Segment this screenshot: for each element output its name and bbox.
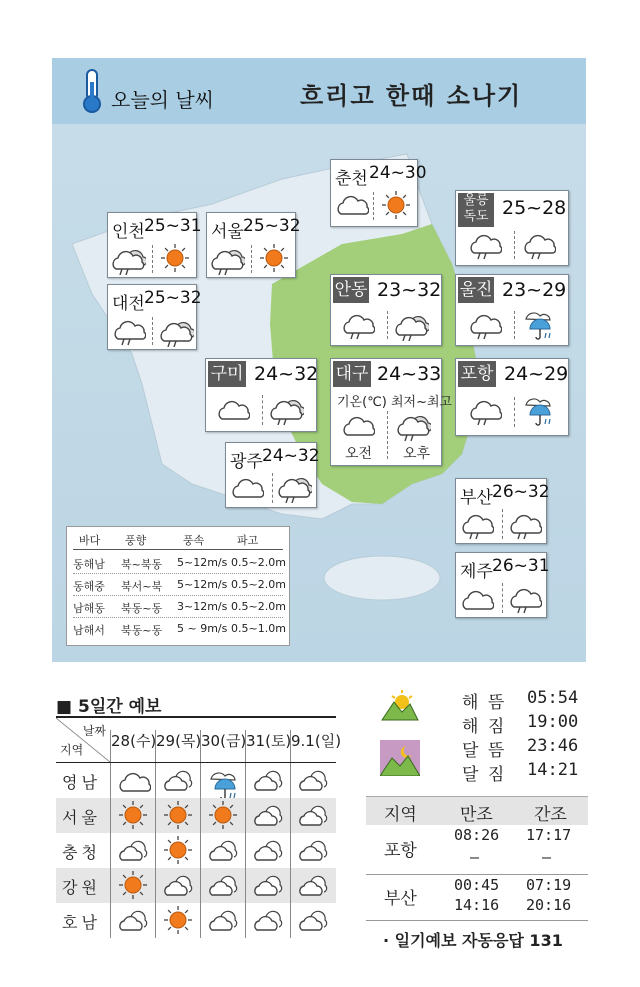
city-temp: 25~32 xyxy=(243,216,301,236)
moonset-label: 달 짐 xyxy=(462,765,507,785)
partly-cloudy-icon xyxy=(297,909,329,933)
tide-low: – xyxy=(542,848,552,866)
forecast-day-header: 28(수) xyxy=(110,730,156,762)
sea-header-row xyxy=(73,529,283,550)
cloud-rain-sun-icon xyxy=(211,245,245,275)
tide-header: 지역 xyxy=(384,805,417,825)
city-temp: 23~29 xyxy=(502,279,567,301)
sea-row xyxy=(73,597,286,618)
sea-cell: 5~12m/s xyxy=(177,578,228,591)
sun-icon xyxy=(163,835,193,865)
city-name: 인천 xyxy=(112,222,145,242)
city-temp: 26~32 xyxy=(492,482,550,502)
sea-cell: 동해남 xyxy=(73,558,105,571)
city-box-daejeon xyxy=(107,284,202,350)
cloud-rain-icon xyxy=(468,397,502,427)
header-left-title: 오늘의 날씨 xyxy=(111,88,214,112)
city-temp: 25~28 xyxy=(502,197,567,219)
tide-high: 00:45 xyxy=(454,876,500,894)
sea-conditions-table xyxy=(66,526,290,646)
sea-cell: 남해서 xyxy=(73,624,105,637)
partly-cloudy-icon xyxy=(162,874,194,898)
cloud-rain-icon xyxy=(508,585,542,615)
moonrise-icon xyxy=(380,740,420,780)
tide-low: 17:17 xyxy=(526,826,572,844)
cloudy-icon xyxy=(341,413,375,439)
forecast-region: 충청 xyxy=(62,843,101,862)
city-temp: 24~32 xyxy=(254,363,319,385)
tide-row-pohang xyxy=(366,824,588,875)
city-box-seoul xyxy=(206,212,301,278)
sea-row xyxy=(73,553,286,574)
partly-cloudy-icon xyxy=(252,874,284,898)
city-box-uljin xyxy=(455,274,569,346)
rain-umbrella-icon xyxy=(207,769,239,801)
partly-cloudy-icon xyxy=(207,839,239,863)
tide-high: 14:16 xyxy=(454,896,500,914)
partly-cloudy-icon xyxy=(297,769,329,793)
sun-icon xyxy=(163,905,193,935)
tide-header-row xyxy=(366,796,588,825)
sea-header: 풍속 xyxy=(183,534,205,547)
sea-cell: 0.5~2.0m xyxy=(231,578,286,591)
sunrise-time: 05:54 xyxy=(527,688,579,708)
temp-legend: 기온(℃) 최저~최고 xyxy=(337,395,453,410)
partly-cloudy-icon xyxy=(117,909,149,933)
sea-cell: 0.5~1.0m xyxy=(231,622,286,635)
city-name: 제주 xyxy=(460,562,493,582)
cloud-rain-icon xyxy=(112,317,146,347)
tide-low: 20:16 xyxy=(526,896,572,914)
partly-cloudy-icon xyxy=(117,839,149,863)
city-tag: 울릉 독도 xyxy=(458,193,494,227)
city-temp: 24~29 xyxy=(504,363,569,385)
sea-cell: 5~12m/s xyxy=(177,556,228,569)
partly-cloudy-icon xyxy=(252,769,284,793)
forecast-region: 서울 xyxy=(62,808,101,827)
cloud-rain-icon xyxy=(468,311,502,341)
city-box-daegu xyxy=(330,358,453,466)
cloud-rain-sun-icon xyxy=(160,317,194,347)
cloud-rain-sun-icon xyxy=(112,245,146,275)
city-temp: 26~31 xyxy=(492,556,550,576)
cloudy-icon xyxy=(335,192,369,218)
tide-low: 07:19 xyxy=(526,876,572,894)
sun-icon xyxy=(259,243,289,273)
sea-row xyxy=(73,619,286,639)
sun-icon xyxy=(118,870,148,900)
am-label: 오전 xyxy=(345,446,373,462)
partly-cloudy-icon xyxy=(252,839,284,863)
cloudy-icon xyxy=(117,769,151,795)
forecast-region: 강원 xyxy=(62,878,101,897)
city-temp: 24~32 xyxy=(262,446,320,466)
cloudy-icon xyxy=(230,475,264,501)
cloud-rain-sun-icon xyxy=(278,473,312,503)
sea-header: 풍향 xyxy=(125,534,147,547)
sunrise-label: 해 뜸 xyxy=(462,693,507,713)
partly-cloudy-icon xyxy=(252,804,284,828)
partly-cloudy-icon xyxy=(297,804,329,828)
city-box-gwangju xyxy=(225,442,320,508)
sea-cell: 북동~동 xyxy=(121,602,163,615)
cloud-rain-icon xyxy=(341,311,375,341)
cloud-rain-sun-icon xyxy=(397,411,431,441)
city-tag: 대구 xyxy=(333,361,371,387)
sun-icon xyxy=(163,800,193,830)
sunset-label: 해 짐 xyxy=(462,717,507,737)
pm-label: 오후 xyxy=(403,446,431,462)
sea-cell: 0.5~2.0m xyxy=(231,556,286,569)
city-box-andong xyxy=(330,274,442,346)
city-name: 광주 xyxy=(230,452,263,472)
city-tag: 포항 xyxy=(458,361,496,387)
city-tag: 안동 xyxy=(333,277,369,303)
cloud-rain-icon xyxy=(522,231,556,261)
sunset-time: 19:00 xyxy=(527,712,579,732)
page-title: 흐리고 한때 소나기 xyxy=(300,82,523,110)
tide-header: 만조 xyxy=(460,805,493,825)
city-name: 대전 xyxy=(112,294,145,314)
cloud-rain-icon xyxy=(460,511,494,541)
sea-cell: 0.5~2.0m xyxy=(231,600,286,613)
corner-date-label: 날짜 xyxy=(82,724,106,738)
city-box-pohang xyxy=(455,358,569,436)
sea-cell: 북~북동 xyxy=(121,558,163,571)
city-name: 춘천 xyxy=(335,169,368,189)
partly-cloudy-icon xyxy=(207,909,239,933)
forecast-day-header: 30(금) xyxy=(200,730,246,762)
partly-cloudy-icon xyxy=(297,839,329,863)
cloud-rain-sun-icon xyxy=(270,395,304,425)
forecast-day-header: 31(토) xyxy=(245,730,291,762)
cloud-rain-icon xyxy=(508,511,542,541)
corner-region-label: 지역 xyxy=(60,743,84,757)
city-tag: 구미 xyxy=(208,361,246,387)
city-temp: 23~32 xyxy=(377,279,442,301)
sea-cell: 3~12m/s xyxy=(177,600,228,613)
tide-header: 간조 xyxy=(534,805,567,825)
tide-row-busan xyxy=(366,874,588,921)
auto-response-footer: · 일기예보 자동응답 131 xyxy=(383,931,563,950)
sunrise-icon xyxy=(380,688,420,726)
sea-cell: 북동~동 xyxy=(121,624,163,637)
cloud-rain-icon xyxy=(468,231,502,261)
sun-icon xyxy=(208,800,238,830)
cloud-rain-sun-icon xyxy=(395,311,429,341)
tide-high: – xyxy=(470,848,480,866)
city-box-jeju xyxy=(455,552,550,618)
city-box-chuncheon xyxy=(330,159,427,227)
city-box-incheon xyxy=(107,212,202,278)
sea-cell: 5 ~ 9m/s xyxy=(177,622,228,635)
city-name: 서울 xyxy=(211,222,244,242)
forecast-grid xyxy=(56,718,342,940)
city-temp: 24~30 xyxy=(369,163,427,183)
forecast-region: 영남 xyxy=(62,773,101,792)
tide-high: 08:26 xyxy=(454,826,500,844)
moonrise-time: 23:46 xyxy=(527,736,579,756)
moonrise-label: 달 뜸 xyxy=(462,741,507,761)
city-tag: 울진 xyxy=(458,277,494,303)
city-temp: 25~31 xyxy=(144,216,202,236)
partly-cloudy-icon xyxy=(207,874,239,898)
city-temp: 25~32 xyxy=(144,288,202,308)
city-name: 부산 xyxy=(460,488,493,508)
sea-cell: 북서~북 xyxy=(121,580,163,593)
partly-cloudy-icon xyxy=(297,874,329,898)
partly-cloudy-icon xyxy=(162,769,194,793)
partly-cloudy-icon xyxy=(252,909,284,933)
city-box-busan xyxy=(455,478,550,544)
sun-icon xyxy=(118,800,148,830)
forecast-title: ■ 5일간 예보 xyxy=(56,697,162,717)
sea-cell: 남해동 xyxy=(73,602,105,615)
sea-cell: 동해중 xyxy=(73,580,105,593)
city-temp: 24~33 xyxy=(377,363,442,385)
sun-icon xyxy=(160,243,190,273)
tide-region: 포항 xyxy=(384,841,417,861)
forecast-title-text: 5일간 예보 xyxy=(77,697,162,717)
sea-row xyxy=(73,575,286,596)
forecast-day-header: 29(목) xyxy=(155,730,201,762)
thermometer-icon xyxy=(78,68,106,118)
sea-header: 바다 xyxy=(79,534,101,547)
tide-region: 부산 xyxy=(384,889,417,909)
city-box-ulleung xyxy=(455,190,569,266)
cloudy-icon xyxy=(460,587,494,613)
forecast-day-header: 9.1(일) xyxy=(290,730,336,762)
rain-umbrella-icon xyxy=(522,309,554,341)
moonset-time: 14:21 xyxy=(527,760,579,780)
cloudy-icon xyxy=(216,397,250,423)
sea-header: 파고 xyxy=(237,534,259,547)
city-box-gumi xyxy=(205,358,317,432)
rain-umbrella-icon xyxy=(522,395,554,427)
sun-icon xyxy=(381,190,411,220)
forecast-region: 호남 xyxy=(62,913,101,932)
